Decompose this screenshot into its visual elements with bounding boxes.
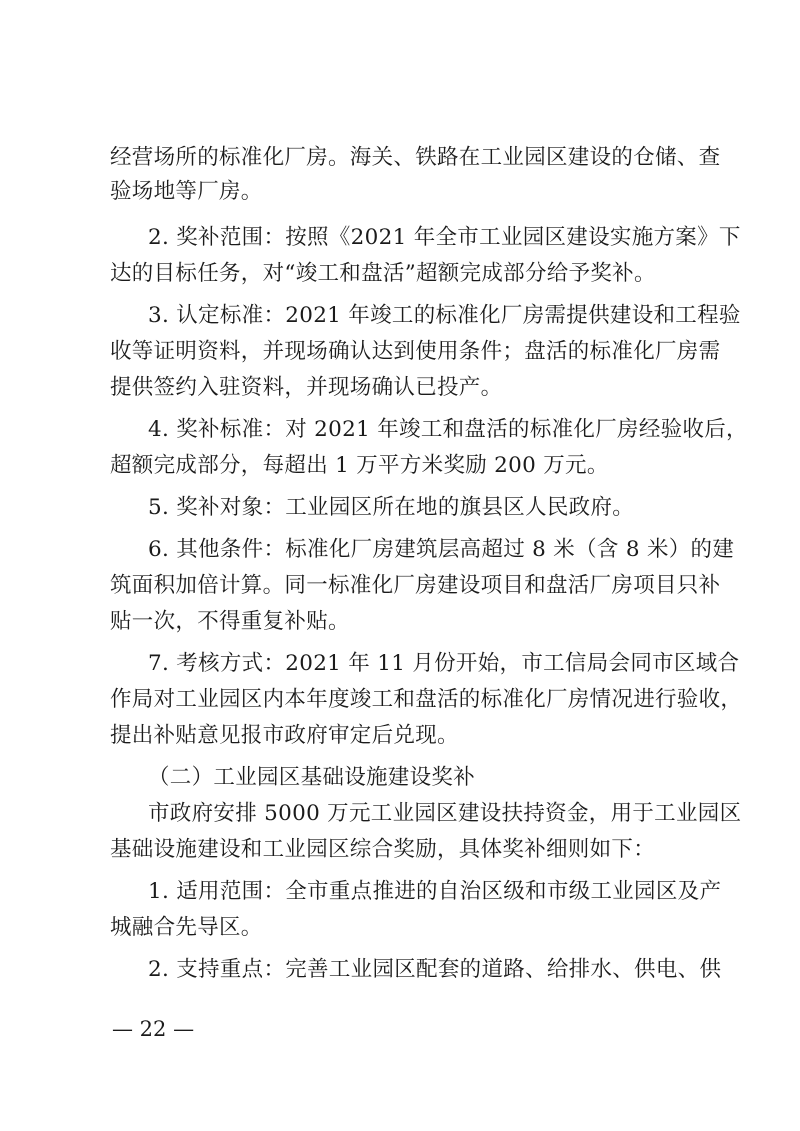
paragraph-line: 6. 其他条件：标准化厂房建筑层高超过 8 米（含 8 米）的建 bbox=[148, 537, 735, 562]
paragraph-line: 1. 适用范围：全市重点推进的自治区级和市级工业园区及产 bbox=[148, 879, 722, 904]
paragraph-line: 城融合先导区。 bbox=[110, 915, 263, 940]
paragraph-line: 基础设施建设和工业园区综合奖励，具体奖补细则如下： bbox=[110, 837, 656, 862]
paragraph-line: 7. 考核方式：2021 年 11 月份开始，市工信局会同市区域合 bbox=[148, 651, 740, 676]
paragraph-line: 收等证明资料，并现场确认达到使用条件；盘活的标准化厂房需 bbox=[110, 339, 721, 364]
paragraph-line: 达的目标任务，对“竣工和盘活”超额完成部分给予奖补。 bbox=[110, 261, 656, 286]
paragraph-line: 贴一次，不得重复补贴。 bbox=[110, 609, 350, 634]
paragraph-line: 验场地等厂房。 bbox=[110, 179, 263, 204]
paragraph-line: 2. 奖补范围：按照《2021 年全市工业园区建设实施方案》下 bbox=[148, 225, 741, 250]
paragraph-line: 3. 认定标准：2021 年竣工的标准化厂房需提供建设和工程验 bbox=[148, 303, 741, 328]
paragraph-line: 提出补贴意见报市政府审定后兑现。 bbox=[110, 723, 459, 748]
paragraph-line: 5. 奖补对象：工业园区所在地的旗县区人民政府。 bbox=[148, 495, 635, 520]
paragraph-line: 提供签约入驻资料，并现场确认已投产。 bbox=[110, 375, 503, 400]
paragraph-line: 市政府安排 5000 万元工业园区建设扶持资金，用于工业园区 bbox=[148, 801, 742, 826]
paragraph-line: 4. 奖补标准：对 2021 年竣工和盘活的标准化厂房经验收后， bbox=[148, 417, 748, 442]
paragraph-line: 超额完成部分，每超出 1 万平方米奖励 200 万元。 bbox=[110, 453, 609, 478]
paragraph-line: 筑面积加倍计算。同一标准化厂房建设项目和盘活厂房项目只补 bbox=[110, 573, 721, 598]
paragraph-line: 经营场所的标准化厂房。海关、铁路在工业园区建设的仓储、查 bbox=[110, 145, 721, 170]
paragraph-line: 2. 支持重点：完善工业园区配套的道路、给排水、供电、供 bbox=[148, 957, 722, 982]
paragraph-line: 作局对工业园区内本年度竣工和盘活的标准化厂房情况进行验收， bbox=[110, 687, 743, 712]
page-number: — 22 — bbox=[112, 1017, 195, 1041]
section-heading: （二）工业园区基础设施建设奖补 bbox=[148, 765, 476, 790]
